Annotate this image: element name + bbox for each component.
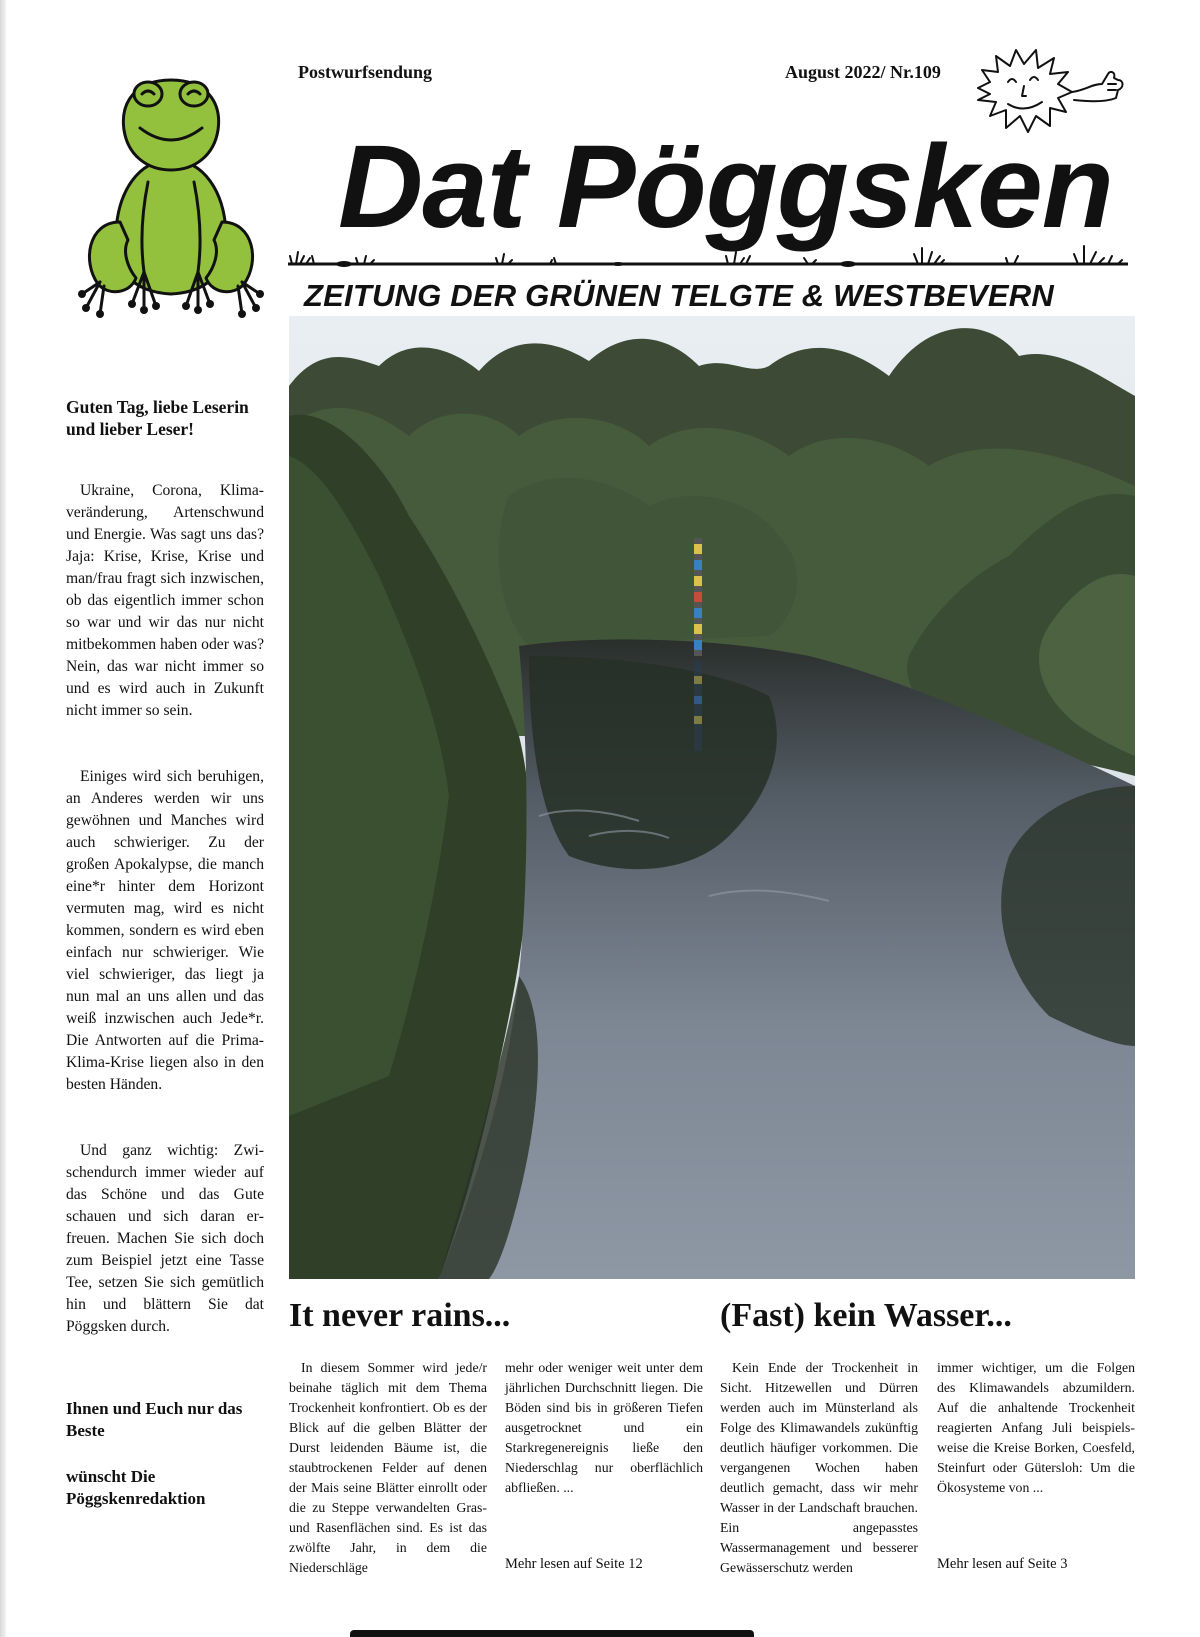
distribution-label: Postwurfsendung (298, 62, 433, 82)
article-column: mehr oder weniger weit unter dem jährlichen Durchschnitt liegen. Die Böden sind bis in größeren Tiefen ausgetrocknet und ein Starkregenereignis ließe den Niederschlag nur oberflächlich abfließen. ... (505, 1360, 703, 1495)
frog-logo-icon (78, 72, 264, 320)
read-more-link[interactable]: Mehr lesen auf Seite 12 (505, 1556, 643, 1572)
home-indicator (350, 1630, 754, 1637)
closing-signature: wünscht Die Pöggskenredaktion (66, 1467, 206, 1508)
newspaper-title: Dat Pöggsken (338, 121, 1113, 253)
greeting-heading: Guten Tag, liebe Leserin und lieber Leser! (66, 397, 249, 439)
article-headline: (Fast) kein Wasser... (720, 1297, 1012, 1334)
river-landscape-photo (289, 316, 1135, 1279)
read-more-link[interactable]: Mehr lesen auf Seite 3 (937, 1556, 1068, 1572)
newspaper-subtitle: ZEITUNG DER GRÜNEN TELGTE & WESTBEVERN (304, 278, 1054, 313)
closing-wish: Ihnen und Euch nur das Beste (66, 1399, 243, 1440)
article-headline: It never rains... (289, 1297, 511, 1334)
article-column: In diesem Sommer wird jede/r beinahe täglich mit dem Thema Trockenheit konfrontiert. Ob es der Blick auf die gelben Blätter der Durst leidenden Bäume ist, die staubtrockenen Felder auf denen der Mais seine Blätter einrollt oder die zu Steppe verwandelten Gras- und Rasenflächen sind. Es ist das zwölfte Jahr, in dem die Niederschläge (289, 1360, 487, 1575)
issue-label: August 2022/ Nr.109 (785, 62, 941, 82)
editorial-paragraph: Einiges wird sich beruhigen, an Anderes werden wir uns gewöhnen und Manches wird auch schwieriger. Zu der großen Apokalypse, die manch eine*r hinter dem Horizont vermuten mag, wird es nicht kommen, sondern es wird eben einfach nur schwieriger. Wie viel schwieriger, das liegt ja nun mal an uns allen und das weiß inzwischen auch Jede*r. Die Antworten auf die Prima-Klima-Krise liegen also in den besten Händen. (66, 768, 264, 1093)
page-edge-shadow (0, 0, 6, 1637)
article-column: immer wichtiger, um die Folgen des Klimawandels abzumildern. Auf die anhaltende Trockenheit reagierten Anfang Juli beispielsweise die Kreise Borken, Coesfeld, Steinfurt oder Gütersloh: Um die Ökosysteme von ... (937, 1360, 1135, 1495)
article-column: Kein Ende der Trockenheit in Sicht. Hitzewellen und Dürren werden auch im Münsterland als Folge des Klimawandels zukünftig deutlich häufiger vorkommen. Die vergangenen Wochen haben deutlich gemacht, dass wir mehr Wasser in der Landschaft brauchen. Ein angepasstes Wassermanagement und besserer Gewässerschutz werden (720, 1360, 918, 1575)
grass-divider-icon (288, 242, 1128, 272)
editorial-paragraph: Und ganz wichtig: Zwischendurch immer wieder auf das Schöne und das Gute schauen und sich daran erfreuen. Machen Sie sich doch zum Beispiel jetzt eine Tasse Tee, setzen Sie sich gemütlich hin und blättern Sie dat Pöggsken durch. (66, 1142, 264, 1335)
editorial-paragraph: Ukraine, Corona, Klimaveränderung, Artenschwund und Energie. Was sagt uns das? Jaja: Krise, Krise, Krise und man/frau fragt sich inzwischen, ob das eigentlich immer schon so war und wir das nur nicht mitbekommen haben oder was? Nein, das war nicht immer so und es wird auch in Zukunft nicht immer so sein. (66, 482, 264, 719)
